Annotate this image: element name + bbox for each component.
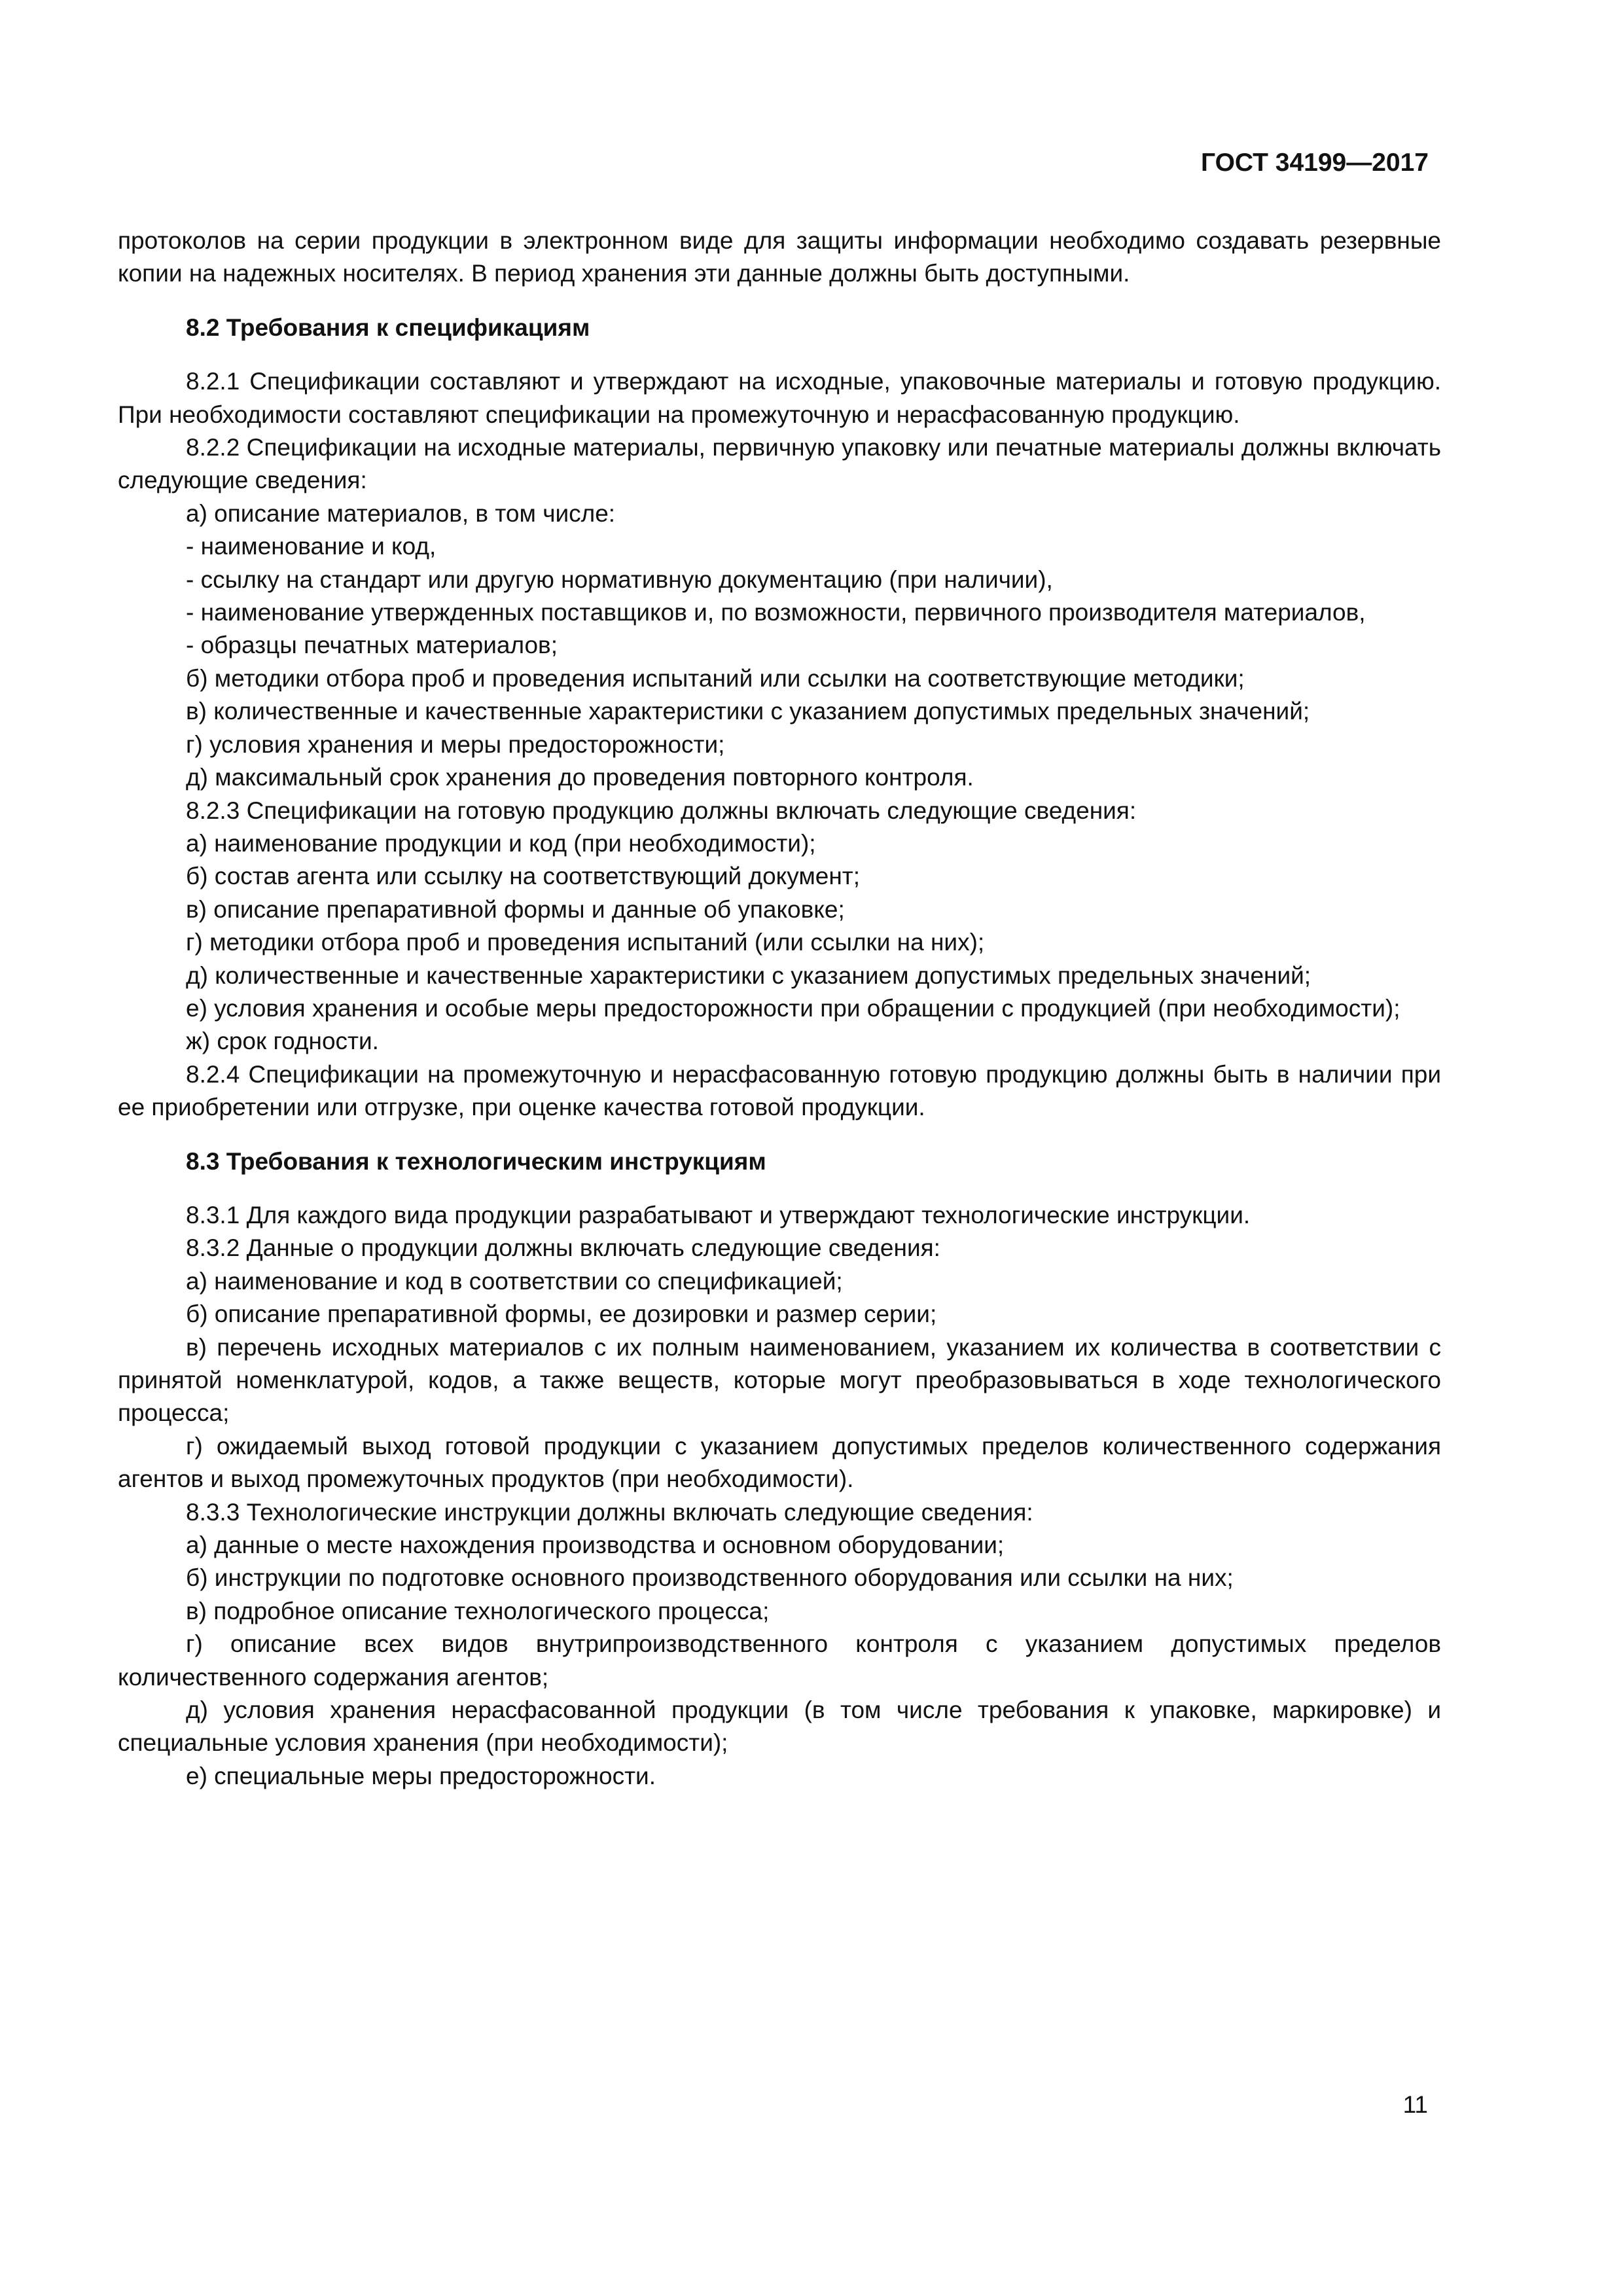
list-item: в) подробное описание технологического процесса; xyxy=(186,1597,770,1624)
list-item: в) описание препаративной формы и данные об упаковке; xyxy=(186,895,845,923)
list-item: б) методики отбора проб и проведения испытаний или ссылки на соответствующие методики; xyxy=(186,664,1245,692)
list-item: а) наименование и код в соответствии со спецификацией; xyxy=(186,1267,843,1295)
list-item: ж) срок годности. xyxy=(186,1028,379,1055)
intro-continuation-paragraph: протоколов на серии продукции в электронном виде для защиты информации необходимо создавать резервные копии на надежных носителях. В период хранения эти данные должны быть доступными. xyxy=(118,227,1441,287)
paragraph-8-3-3: 8.3.3 Технологические инструкции должны включать следующие сведения: xyxy=(186,1498,1033,1526)
list-item: г) описание всех видов внутрипроизводственного контроля с указанием допустимых пределов количественного содержания агентов; xyxy=(118,1630,1441,1691)
list-item: г) методики отбора проб и проведения испытаний (или ссылки на них); xyxy=(186,929,985,956)
paragraph-8-3-2: 8.3.2 Данные о продукции должны включать следующие сведения: xyxy=(186,1234,940,1262)
list-item: а) описание материалов, в том числе: xyxy=(186,499,616,527)
page-number: 11 xyxy=(1402,2091,1428,2118)
list-item: - наименование утвержденных поставщиков и, по возможности, первичного производителя материалов, xyxy=(186,599,1366,626)
list-item: а) данные о месте нахождения производства и основном оборудовании; xyxy=(186,1532,1005,1559)
list-item: е) условия хранения и особые меры предосторожности при обращении с продукцией (при необходимости); xyxy=(186,994,1400,1022)
paragraph-8-2-3: 8.2.3 Спецификации на готовую продукцию должны включать следующие сведения: xyxy=(186,797,1137,824)
list-item: б) состав агента или ссылку на соответствующий документ; xyxy=(186,863,861,890)
paragraph-8-2-1: 8.2.1 Спецификации составляют и утверждают на исходные, упаковочные материалы и готовую продукцию. При необходимости составляют спецификации на промежуточную и нерасфасованную продукцию. xyxy=(118,368,1441,428)
paragraph-8-2-2: 8.2.2 Спецификации на исходные материалы, первичную упаковку или печатные материалы должны включать следующие сведения: xyxy=(118,434,1441,494)
paragraph-8-3-1: 8.3.1 Для каждого вида продукции разрабатывают и утверждают технологические инструкции. xyxy=(186,1201,1251,1229)
list-item: в) перечень исходных материалов с их полным наименованием, указанием их количества в соответствии с принятой номенклатурой, кодов, а также веществ, которые могут преобразовываться в ходе технологического процесса; xyxy=(118,1333,1441,1427)
section-8-2-heading: 8.2 Требования к спецификациям xyxy=(186,314,590,341)
standard-code-header: ГОСТ 34199—2017 xyxy=(1201,149,1429,177)
list-item: е) специальные меры предосторожности. xyxy=(186,1762,656,1789)
list-item: д) количественные и качественные характеристики с указанием допустимых предельных значений; xyxy=(186,961,1311,989)
list-item: в) количественные и качественные характеристики с указанием допустимых предельных значений; xyxy=(186,698,1310,725)
list-item: д) максимальный срок хранения до проведения повторного контроля. xyxy=(186,764,974,791)
list-item: г) ожидаемый выход готовой продукции с указанием допустимых пределов количественного содержания агентов и выход промежуточных продуктов (при необходимости). xyxy=(118,1432,1441,1493)
paragraph-8-2-4: 8.2.4 Спецификации на промежуточную и нерасфасованную готовую продукцию должны быть в наличии при ее приобретении или отгрузке, при оценке качества готовой продукции. xyxy=(118,1060,1441,1121)
list-item: д) условия хранения нерасфасованной продукции (в том числе требования к упаковке, маркировке) и специальные условия хранения (при необходимости); xyxy=(118,1696,1441,1757)
list-item: - образцы печатных материалов; xyxy=(186,632,558,659)
list-item: - наименование и код, xyxy=(186,533,437,560)
list-item: б) инструкции по подготовке основного производственного оборудования или ссылки на них; xyxy=(186,1564,1234,1592)
list-item: б) описание препаративной формы, ее дозировки и размер серии; xyxy=(186,1300,937,1328)
list-item: г) условия хранения и меры предосторожности; xyxy=(186,730,725,758)
section-8-3-heading: 8.3 Требования к технологическим инструкциям xyxy=(186,1147,766,1175)
list-item: а) наименование продукции и код (при необходимости); xyxy=(186,829,816,857)
list-item: - ссылку на стандарт или другую нормативную документацию (при наличии), xyxy=(186,565,1053,593)
page-body xyxy=(118,224,1441,1793)
